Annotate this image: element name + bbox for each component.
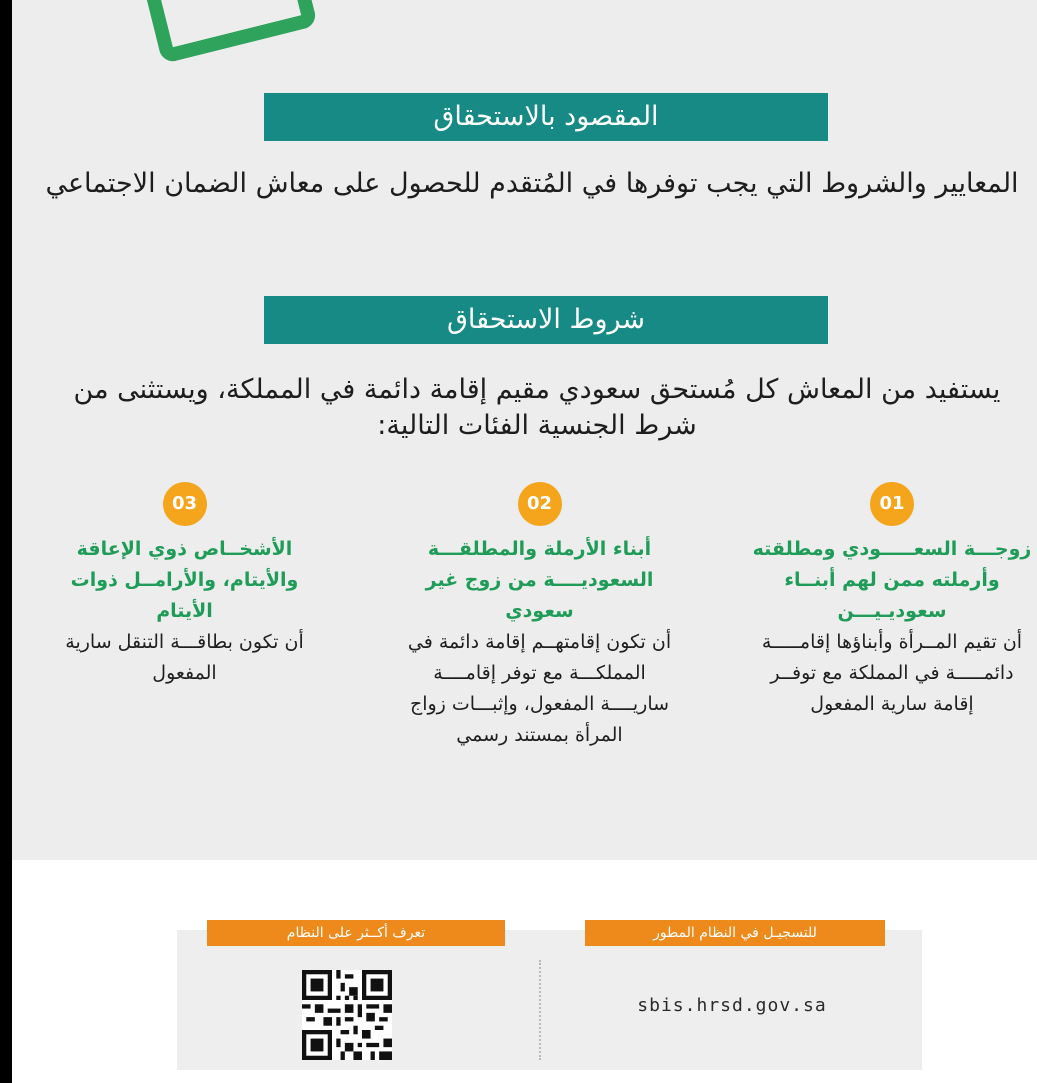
divider <box>539 960 541 1060</box>
category-body: أن تكون بطاقـــة التنقل سارية المفعول <box>65 631 304 684</box>
poster <box>12 0 1037 1083</box>
register-url[interactable]: sbis.hrsd.gov.sa <box>637 995 827 1016</box>
category-title: زوجـــة السعـــــودي ومطلقته وأرملته ممن لهم أبنــاء سعوديـيـــن <box>752 538 1032 622</box>
category-title: الأشخــاص ذوي الإعاقة والأيتام، والأرامــل ذوات الأيتام <box>70 538 299 622</box>
green-frame-logo <box>142 0 318 64</box>
conditions-text: يستفيد من المعاش كل مُستحق سعودي مقيم إقامة دائمة في المملكة، ويستثنى من شرط الجنسية الفئات التالية: <box>73 374 1001 441</box>
number-badge: 03 <box>163 482 207 526</box>
conditions-heading: شروط الاستحقاق <box>264 296 828 344</box>
register-label: للتسجيـل في النظام المطور <box>585 920 885 946</box>
category-body: أن تكون إقامتهــم إقامة دائمة في المملكـــة مع توفر إقامــــة ساريــــة المفعول، وإثبـــات زواج المرأة بمستند رسمي <box>407 631 672 746</box>
meaning-heading: المقصود بالاستحقاق <box>264 93 828 141</box>
number-badge: 01 <box>870 482 914 526</box>
category-title: أبناء الأرملة والمطلقـــة السعوديــــة من زوج غير سعودي <box>425 538 654 622</box>
qr-code-icon[interactable] <box>302 970 392 1060</box>
category-body: أن تقيم المــرأة وأبناؤها إقامـــــة دائمـــــة في المملكة مع توفــر إقامة سارية المفعول <box>761 631 1023 715</box>
learn-more-label: تعرف أكــثر على النظام <box>207 920 505 946</box>
category-02 <box>402 482 677 751</box>
category-03 <box>52 482 317 689</box>
meaning-text: المعايير والشروط التي يجب توفرها في المُتقدم للحصول على معاش الضمان الاجتماعي <box>45 168 1019 199</box>
number-badge: 02 <box>518 482 562 526</box>
category-01 <box>752 482 1032 720</box>
